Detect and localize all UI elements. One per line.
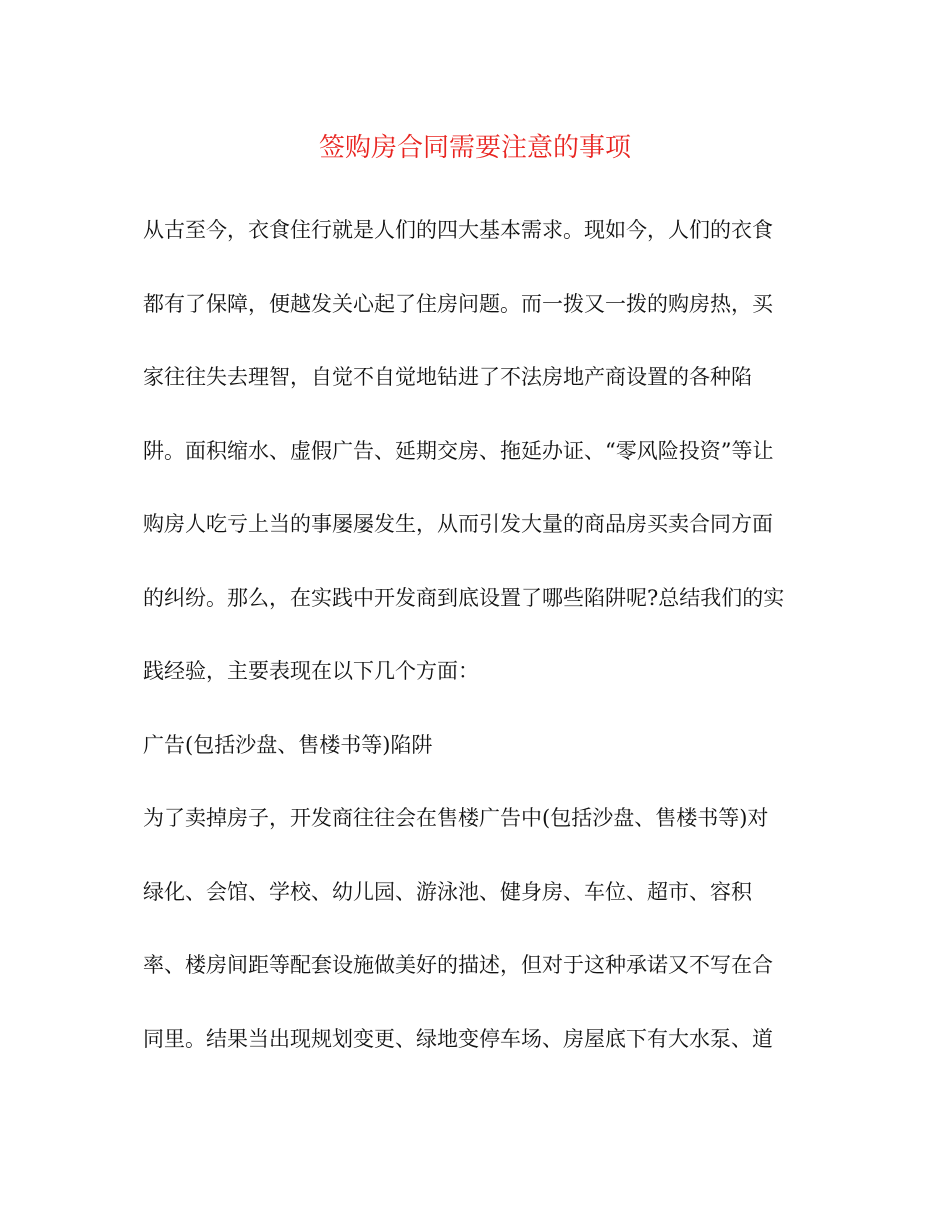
section-heading: 广告(包括沙盘、售楼书等)陷阱 bbox=[143, 733, 433, 757]
paragraph-line: 践经验，主要表现在以下几个方面： bbox=[143, 659, 479, 683]
paragraph-line: 的纠纷。那么，在实践中开发商到底设置了哪些陷阱呢?总结我们的实 bbox=[143, 586, 785, 610]
paragraph-line: 绿化、会馆、学校、幼儿园、游泳池、健身房、车位、超市、容积 bbox=[143, 880, 752, 904]
paragraph-line: 同里。结果当出现规划变更、绿地变停车场、房屋底下有大水泵、道 bbox=[143, 1027, 773, 1051]
paragraph-line: 家往往失去理智，自觉不自觉地钻进了不法房地产商设置的各种陷 bbox=[143, 365, 752, 389]
paragraph-line: 阱。面积缩水、虚假广告、延期交房、拖延办证、“零风险投资”等让 bbox=[143, 439, 774, 463]
paragraph-line: 为了卖掉房子，开发商往往会在售楼广告中(包括沙盘、售楼书等)对 bbox=[143, 806, 769, 830]
paragraph-line: 都有了保障，便越发关心起了住房问题。而一拨又一拨的购房热，买 bbox=[143, 292, 773, 316]
paragraph-line: 率、楼房间距等配套设施做美好的描述，但对于这种承诺又不写在合 bbox=[143, 953, 773, 977]
paragraph-line: 购房人吃亏上当的事屡屡发生，从而引发大量的商品房买卖合同方面 bbox=[143, 512, 773, 536]
paragraph-line: 从古至今，衣食住行就是人们的四大基本需求。现如今，人们的衣食 bbox=[143, 218, 773, 242]
document-title: 签购房合同需要注意的事项 bbox=[318, 133, 631, 163]
